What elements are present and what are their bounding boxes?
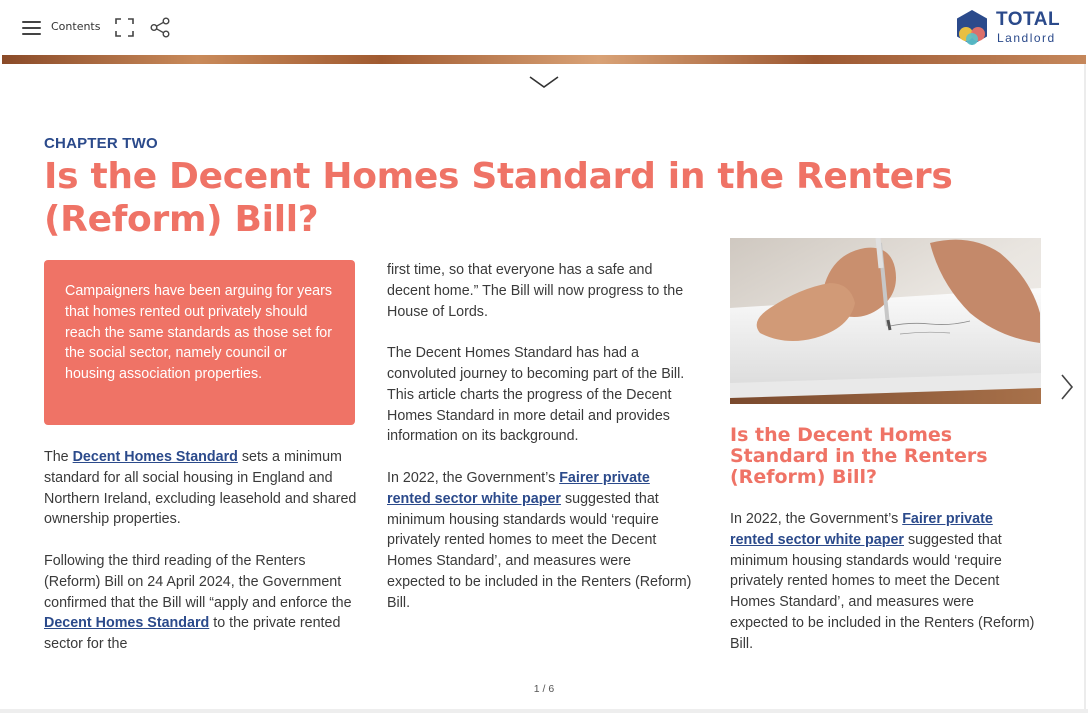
paragraph: The Decent Homes Standard sets a minimum standard for all social housing in England and Northern Ireland, excluding leasehold and shared ownership properties.: [44, 449, 357, 528]
column-three: [730, 509, 1035, 675]
decent-homes-standard-link-2[interactable]: Decent Homes Standard: [44, 615, 210, 632]
paragraph: In 2022, the Government’s Fairer private rented sector white paper suggested that minimum housing standards would ‘require privately rented homes to meet the Decent Homes Standard’, and measures were expected to be included in the Renters (Reform) Bill.: [387, 469, 692, 611]
logo-text-landlord: Landlord: [997, 31, 1056, 45]
decent-homes-standard-link[interactable]: Decent Homes Standard: [72, 449, 238, 465]
paragraph: Following the third reading of the Renters (Reform) Bill on 24 April 2024, the Government confirmed that the Bill will “apply and enforce the Decent Homes Standard to the private rented sector for the: [44, 552, 352, 653]
logo-text-total: TOTAL: [996, 9, 1061, 30]
column-one: [44, 447, 359, 676]
fullscreen-icon[interactable]: [115, 18, 134, 37]
white-paper-link-side[interactable]: Fairer private rented sector white paper: [730, 511, 993, 548]
column-two: [387, 260, 692, 634]
chevron-right-icon[interactable]: [1058, 372, 1076, 402]
page-title: Is the Decent Homes Standard in the Renters (Reform) Bill?: [44, 156, 953, 240]
paragraph: The Decent Homes Standard has had a convoluted journey to becoming part of the Bill. This article charts the progress of the Decent Homes Standard in more detail and provides information on its background.: [387, 345, 685, 445]
share-icon[interactable]: [150, 17, 171, 38]
white-paper-link[interactable]: Fairer private rented sector white paper: [387, 469, 650, 507]
paragraph: In 2022, the Government’s Fairer private rented sector white paper suggested that minimum housing standards would ‘require privately rented homes to meet the Decent Homes Standard’, and measures were expected to be included in the Renters (Reform) Bill.: [730, 511, 1035, 652]
total-landlord-logo[interactable]: [954, 6, 1072, 48]
header-banner-image: [2, 55, 1086, 64]
bottom-edge: [0, 709, 1088, 713]
side-heading: Is the Decent Homes Standard in the Renters (Reform) Bill?: [730, 424, 988, 488]
chevron-down-icon[interactable]: [528, 74, 560, 90]
intro-callout: Campaigners have been arguing for years that homes rented out privately should reach the same standards as those set for the social sector, namely council or housing association properties.: [44, 260, 355, 425]
paragraph: first time, so that everyone has a safe and decent home.” The Bill will now progress to the House of Lords.: [387, 262, 684, 320]
menu-icon[interactable]: [22, 19, 42, 37]
top-toolbar: [0, 0, 1088, 55]
contents-button[interactable]: Contents: [51, 20, 101, 33]
signing-document-photo: [730, 238, 1041, 404]
logo-hexagon-icon: [954, 8, 990, 48]
page-counter: 1 / 6: [533, 683, 555, 695]
chapter-label: CHAPTER TWO: [44, 135, 158, 152]
